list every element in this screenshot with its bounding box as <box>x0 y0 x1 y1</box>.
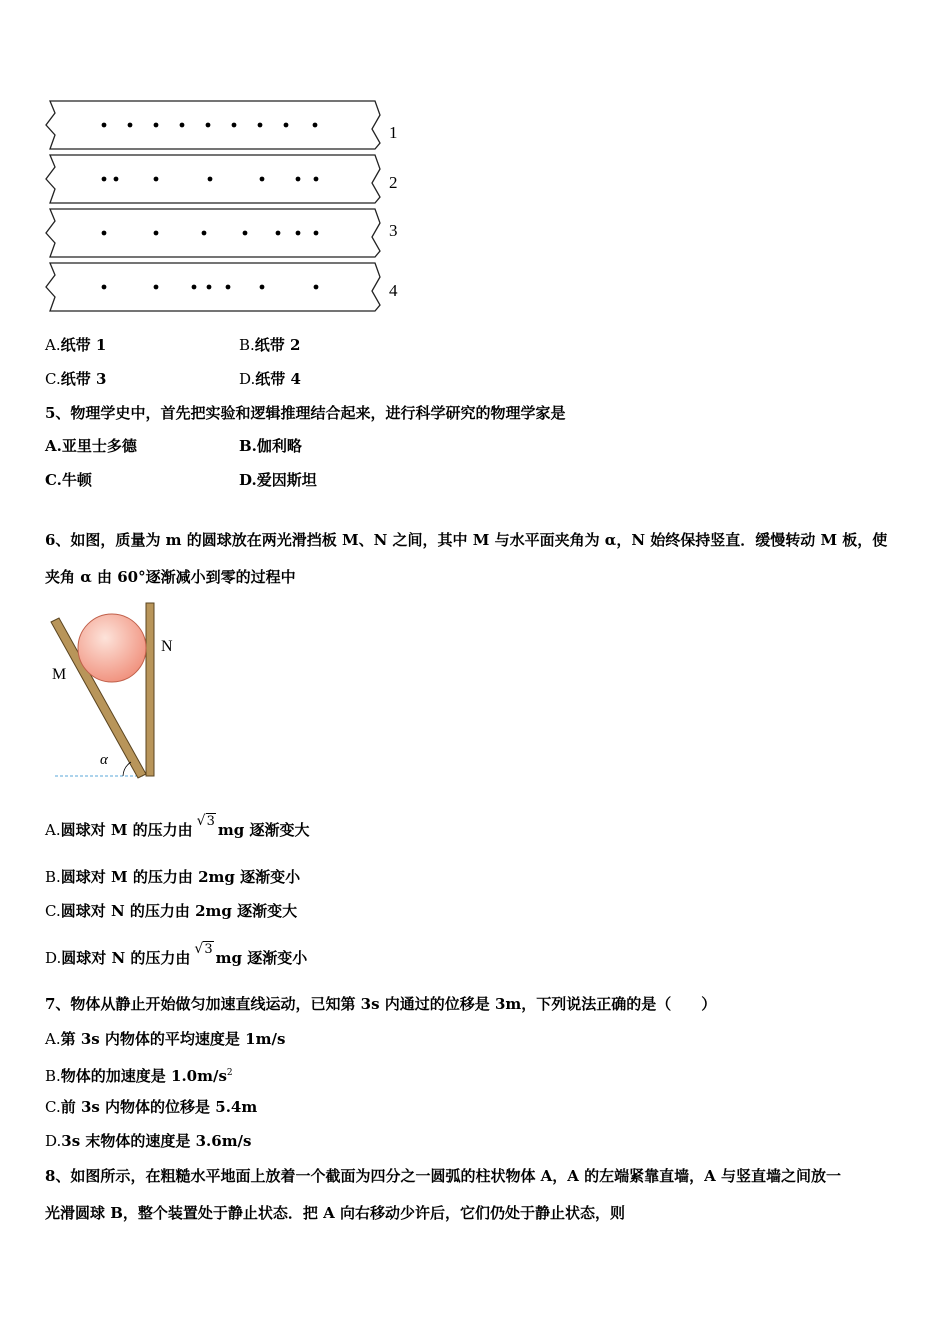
ball-between-boards-figure <box>45 598 195 783</box>
q7-option-d: D.3s 末物体的速度是 3.6m/s <box>45 1132 252 1150</box>
q7-option-b: B.物体的加速度是 $1.0m/s^2$ <box>45 1067 233 1085</box>
q6-option-a: A.圆球对 M 的压力由 √3 mg 逐渐变大 <box>45 813 310 839</box>
label-m: M <box>52 666 67 683</box>
tape-1 <box>46 101 380 149</box>
q5-option-c: C.牛顿 <box>45 471 92 489</box>
q7-stem: 7、物体从静止开始做匀加速直线运动，已知第 3s 内通过的位移是 3m，下列说法正确的是（ ） <box>45 995 717 1013</box>
tape-label-4: 4 <box>389 281 398 300</box>
q6-stem-line-1: 6、如图，质量为 m 的圆球放在两光滑挡板 M、N 之间，其中 M 与水平面夹角为 α，N 始终保持竖直．缓慢转动 M 板，使 <box>45 531 888 549</box>
q4-option-b: B.纸带 2 <box>239 336 301 354</box>
tape-label-2: 2 <box>389 173 398 192</box>
tape-4 <box>46 263 380 311</box>
q7-option-c: C.前 3s 内物体的位移是 5.4m <box>45 1098 258 1116</box>
q4-option-d: D.纸带 4 <box>239 370 301 388</box>
q8-stem-line-2: 光滑圆球 B，整个装置处于静止状态．把 A 向右移动少许后，它们仍处于静止状态，则 <box>45 1204 625 1222</box>
sqrt-symbol: √3 <box>196 813 215 829</box>
q8-stem-line-1: 8、如图所示，在粗糙水平地面上放着一个截面为四分之一圆弧的柱状物体 A，A 的左端紧靠直墙，A 与竖直墙之间放一 <box>45 1167 842 1185</box>
q5-stem: 5、物理学史中，首先把实验和逻辑推理结合起来，进行科学研究的物理学家是 <box>45 404 566 422</box>
label-n: N <box>161 638 173 655</box>
tape-label-3: 3 <box>389 221 398 240</box>
q5-option-b: B.伽利略 <box>239 437 302 455</box>
tape-3 <box>46 209 380 257</box>
tape-label-1: 1 <box>389 123 398 142</box>
q5-option-a: A.亚里士多德 <box>45 437 137 455</box>
tape-2 <box>46 155 380 203</box>
q4-option-c: C.纸带 3 <box>45 370 107 388</box>
q7-option-a: A.第 3s 内物体的平均速度是 1m/s <box>45 1030 286 1048</box>
q6-option-b: B.圆球对 M 的压力由 2mg 逐渐变小 <box>45 868 301 886</box>
q5-option-d: D.爱因斯坦 <box>239 471 317 489</box>
q6-option-c: C.圆球对 N 的压力由 2mg 逐渐变大 <box>45 902 298 920</box>
board-n <box>146 603 154 776</box>
q6-stem-line-2: 夹角 α 由 60°逐渐减小到零的过程中 <box>45 568 296 586</box>
ticker-tapes-figure <box>40 95 420 320</box>
q4-option-a: A.纸带 1 <box>45 336 107 354</box>
ball <box>78 614 146 682</box>
label-alpha: α <box>100 752 108 768</box>
q6-option-d: D.圆球对 N 的压力由 √3 mg 逐渐变小 <box>45 941 308 967</box>
sqrt-symbol: √3 <box>194 941 213 957</box>
